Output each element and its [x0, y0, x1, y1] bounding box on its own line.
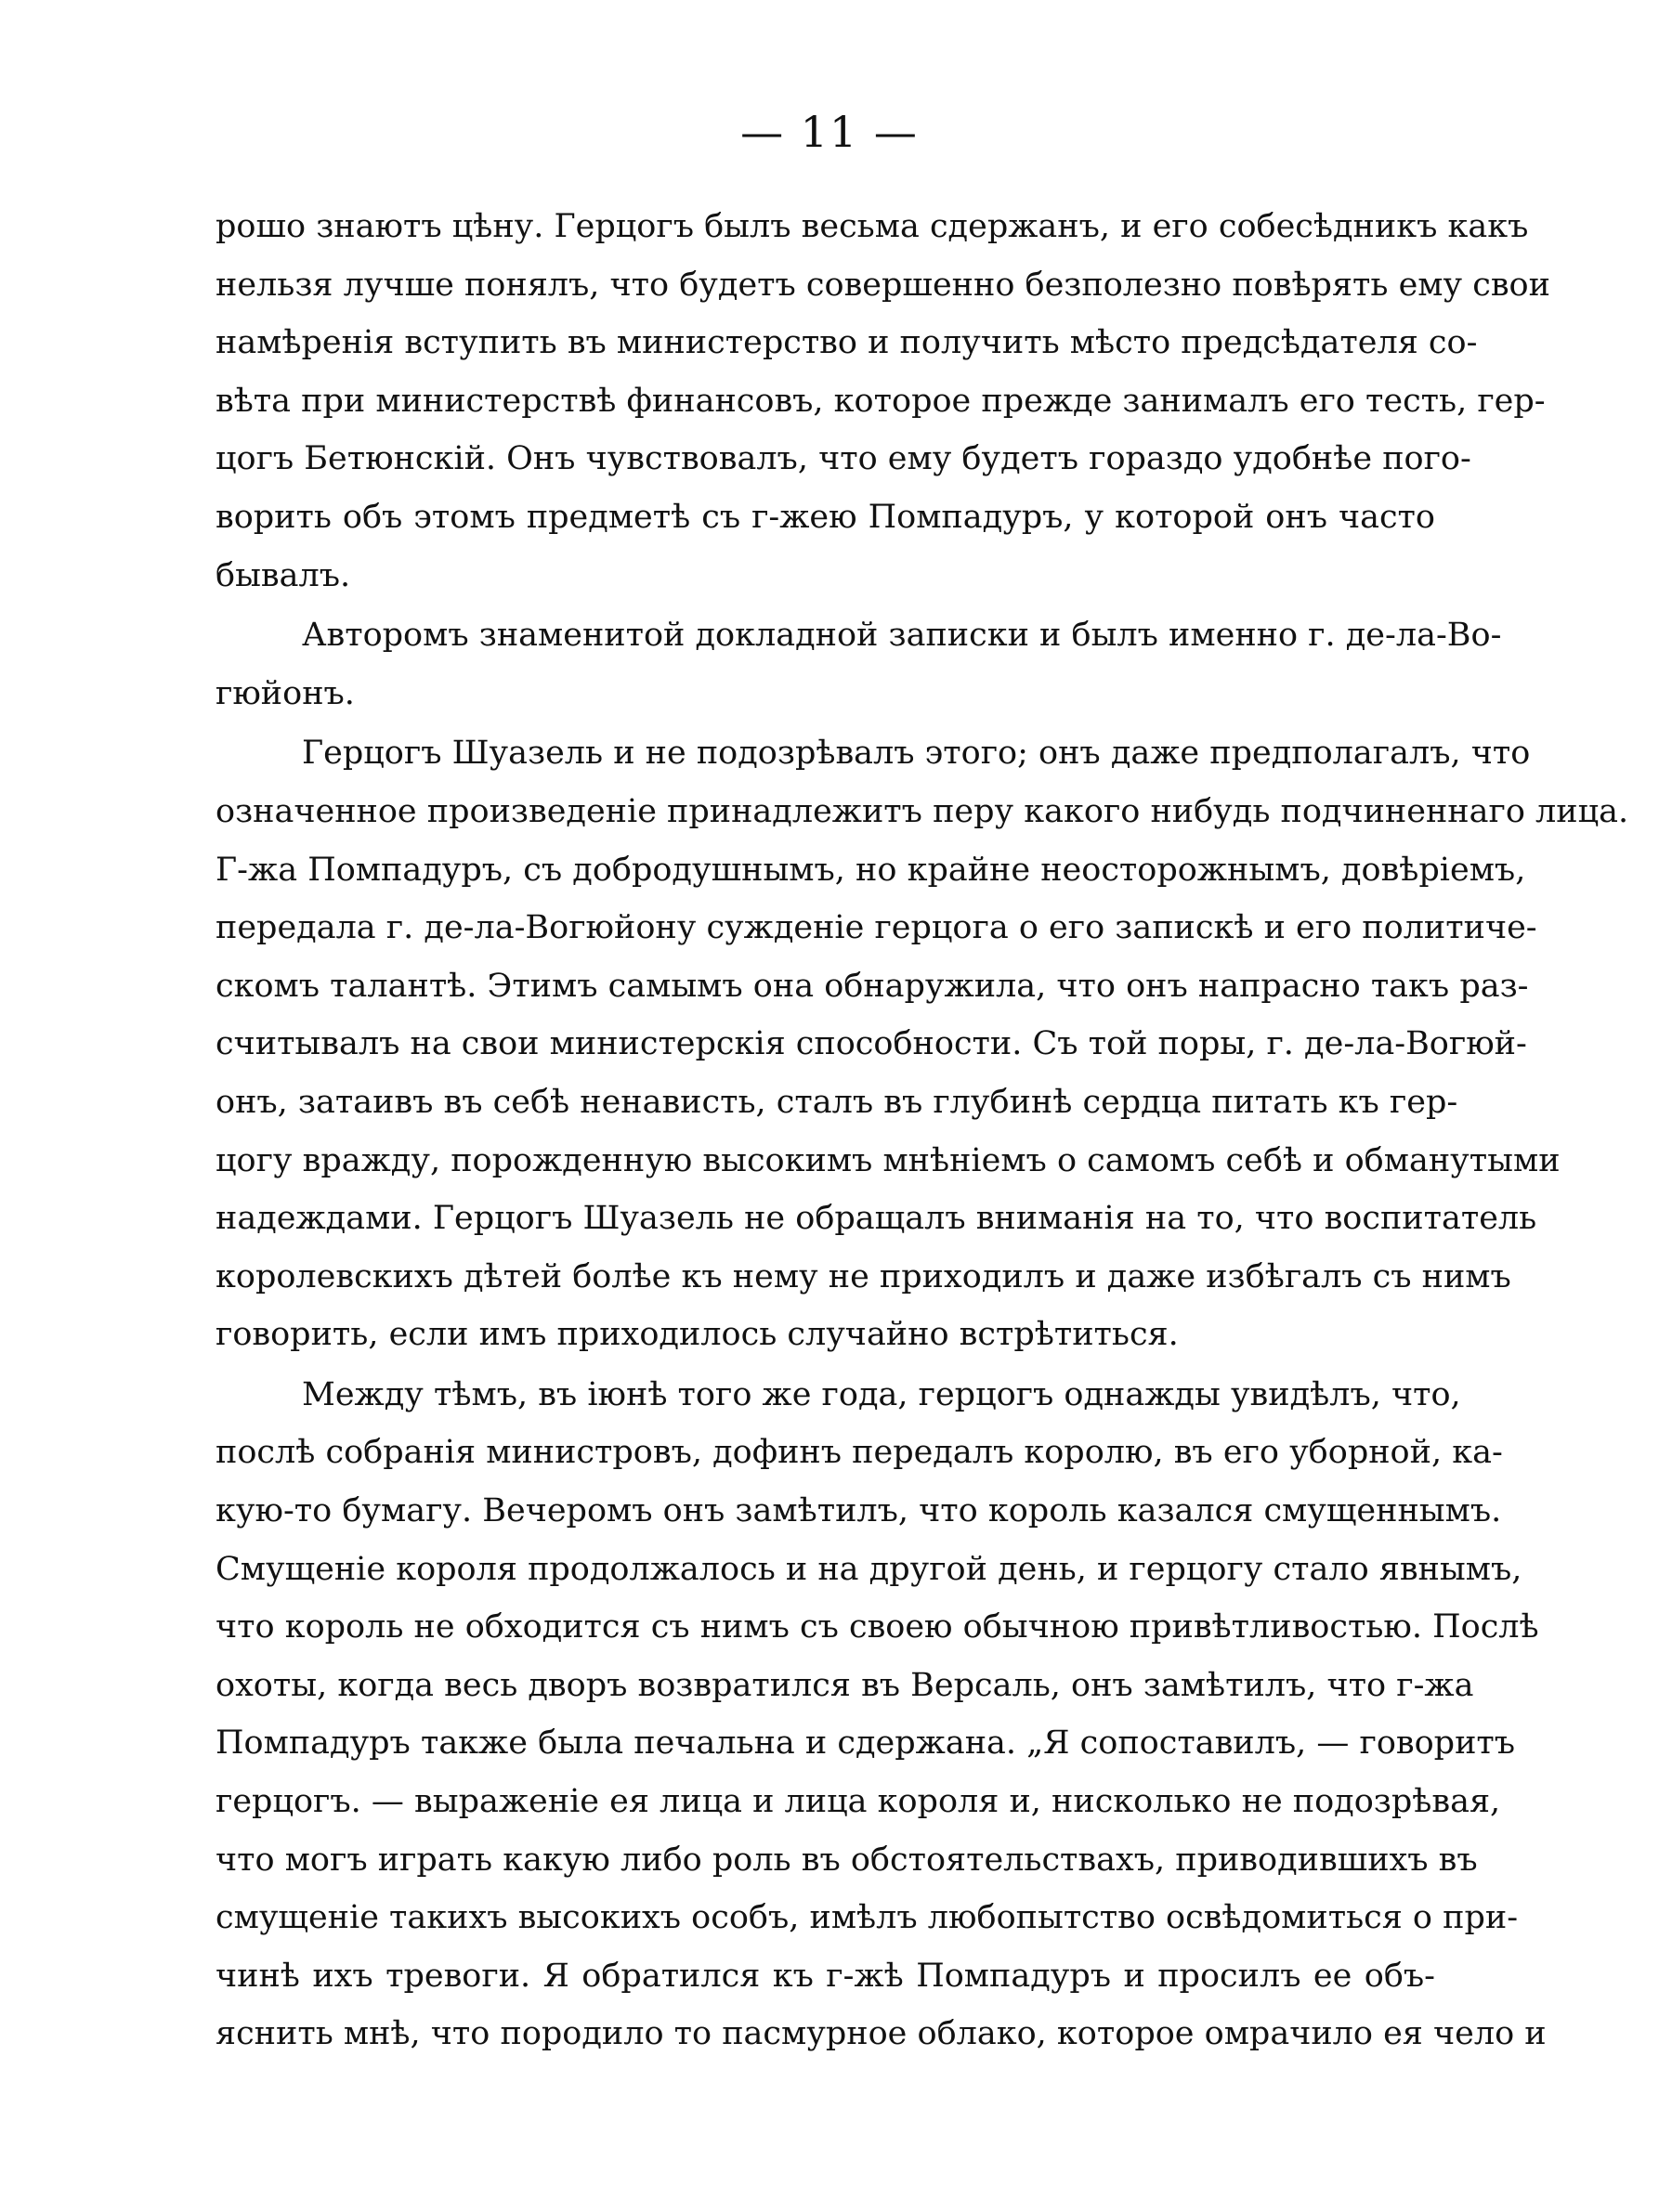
text-line: рошо знаютъ цѣну. Герцогъ былъ весьма сдержанъ, и его собесѣдникъ какъ	[216, 208, 1529, 245]
text-line: Между тѣмъ, въ іюнѣ того же года, герцогъ однажды увидѣлъ, что,	[302, 1375, 1461, 1413]
paragraph	[216, 198, 1550, 605]
text-line: Герцогъ Шуазель и не подозрѣвалъ этого; онъ даже предполагалъ, что	[302, 735, 1531, 773]
text-line: что король не обходится съ нимъ съ своею обычною привѣтливостью. Послѣ	[216, 1608, 1539, 1646]
text-line: Г-жа Помпадуръ, съ добродушнымъ, но крайне неосторожнымъ, довѣріемъ,	[216, 851, 1526, 889]
text-line: скомъ талантѣ. Этимъ самымъ она обнаружила, что онъ напрасно такъ раз-	[216, 967, 1529, 1005]
page-number: — 11 —	[740, 107, 919, 157]
text-line: передала г. де-ла-Вогюйону сужденіе герцога о его запискѣ и его политиче-	[216, 909, 1537, 947]
text-line: охоты, когда весь дворъ возвратился въ Версаль, онъ замѣтилъ, что г-жа	[216, 1666, 1474, 1704]
text-line: вѣта при министерствѣ финансовъ, которое прежде занималъ его тесть, гер-	[216, 382, 1546, 420]
paragraph	[216, 724, 1629, 1364]
text-line: Смущеніе короля продолжалось и на другой день, и герцогу стало явнымъ,	[216, 1550, 1522, 1588]
text-line: считывалъ на свои министерскія способности. Съ той поры, г. де-ла-Вогюй-	[216, 1025, 1527, 1063]
text-line: говорить, если имъ приходилось случайно встрѣтиться.	[216, 1316, 1179, 1354]
text-line: кую-то бумагу. Вечеромъ онъ замѣтилъ, что король казался смущеннымъ.	[216, 1492, 1502, 1530]
paragraph	[216, 1366, 1547, 2063]
text-line: яснить мнѣ, что породило то пасмурное облако, которое омрачило ея чело и	[216, 2015, 1547, 2053]
text-line: Авторомъ знаменитой докладной записки и былъ именно г. де-ла-Во-	[302, 617, 1502, 655]
text-line: гюйонъ.	[216, 674, 355, 712]
text-line: королевскихъ дѣтей болѣе къ нему не приходилъ и даже избѣгалъ съ нимъ	[216, 1257, 1511, 1295]
text-line: ворить объ этомъ предметѣ съ г-жею Помпадуръ, у которой онъ часто	[216, 498, 1435, 536]
text-line: что могъ играть какую либо роль въ обстоятельствахъ, приводившихъ въ	[216, 1841, 1478, 1879]
paragraph	[216, 606, 1502, 722]
text-line: бывалъ.	[216, 556, 351, 594]
text-line: надеждами. Герцогъ Шуазель не обращалъ вниманія на то, что воспитатель	[216, 1200, 1537, 1238]
text-line: цогу вражду, порожденную высокимъ мнѣніемъ о самомъ себѣ и обманутыми	[216, 1141, 1561, 1179]
text-line: намѣренія вступить въ министерство и получить мѣсто предсѣдателя со-	[216, 324, 1478, 362]
text-line: означенное произведеніе принадлежитъ перу какого нибудь подчиненнаго лица.	[216, 792, 1629, 830]
body-text	[216, 198, 1629, 2063]
text-line: чинѣ ихъ тревоги. Я обратился къ г-жѣ Помпадуръ и просилъ ее объ-	[216, 1957, 1435, 1995]
text-line: онъ, затаивъ въ себѣ ненависть, сталъ въ глубинѣ сердца питать къ гер-	[216, 1083, 1458, 1121]
text-line: смущеніе такихъ высокихъ особъ, имѣлъ любопытство освѣдомиться о при-	[216, 1899, 1519, 1937]
text-line: Помпадуръ также была печальна и сдержана. „Я сопоставилъ, — говоритъ	[216, 1724, 1516, 1763]
text-line: цогъ Бетюнскій. Онъ чувствовалъ, что ему будетъ гораздо удобнѣе пого-	[216, 440, 1471, 478]
text-line: герцогъ. — выраженіе ея лица и лица короля и, нисколько не подозрѣвая,	[216, 1783, 1501, 1821]
text-line: нельзя лучше понялъ, что будетъ совершенно безполезно повѣрять ему свои	[216, 266, 1550, 304]
text-line: послѣ собранія министровъ, дофинъ передалъ королю, въ его уборной, ка-	[216, 1434, 1503, 1472]
